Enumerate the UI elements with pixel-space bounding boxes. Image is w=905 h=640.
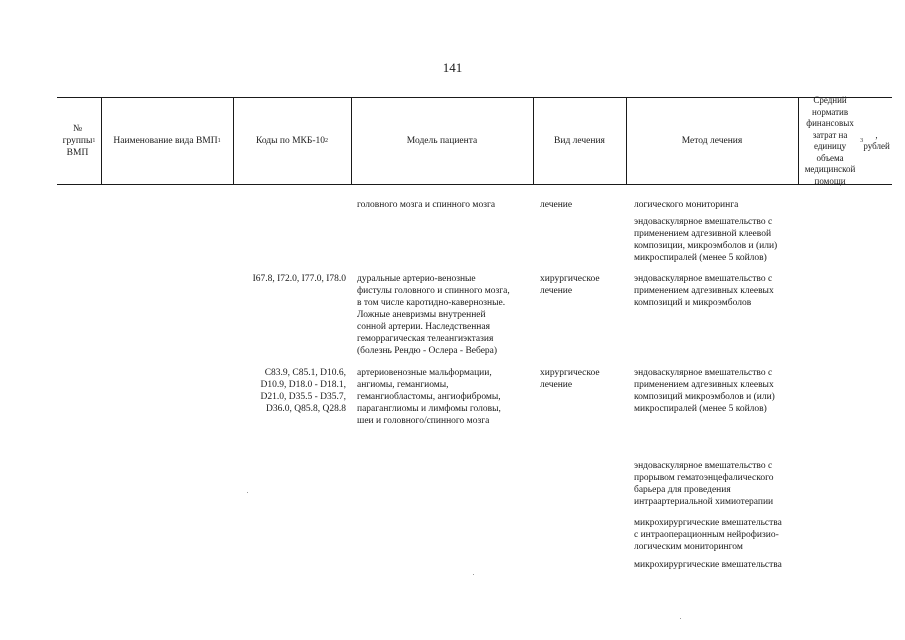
scan-speck (473, 574, 474, 575)
scan-speck (680, 618, 681, 619)
patient-model-cell: дуральные артерио-венозные фистулы головного и спинного мозга, в том числе каротидно-кавернозные. Ложные аневризмы внутренней сонной артерии. Наследственная геморрагическая телеангиэктазия (болезнь Рендю - Ослера - Вебера) (357, 274, 510, 356)
header-cost-norm: Средний норматив финансовых затрат на единицу объема медицинской помощи 3 , рублей (804, 95, 890, 186)
page-number: 141 (442, 60, 463, 75)
treatment-type-cell: хирургическое лечение (540, 368, 600, 390)
header-group-number: № группы ВМП 1 (62, 124, 96, 158)
patient-model-cell: головного мозга и спинного мозга (357, 200, 496, 210)
scan-speck (247, 492, 248, 493)
header-treatment-type: Вид лечения (554, 136, 605, 146)
treatment-type-cell: лечение (540, 200, 573, 210)
treatment-method-cell: микрохирургические вмешательства (634, 560, 782, 570)
header-icd-codes: Коды по МКБ-10 2 (255, 136, 329, 146)
treatment-method-cell: логического мониторинга (634, 200, 739, 210)
header-treatment-method: Метод лечения (681, 136, 743, 146)
treatment-method-cell: эндоваскулярное вмешательство с применением адгезивной клеевой композиции, микроэмболов и (или) микроспиралей (менее 5 койлов) (634, 217, 778, 263)
header-vmp-name: Наименование вида ВМП 1 (113, 136, 221, 146)
treatment-type-cell: хирургическое лечение (540, 274, 600, 296)
icd-codes-cell: I67.8, I72.0, I77.0, I78.0 (252, 274, 346, 284)
treatment-method-cell: эндоваскулярное вмешательство с применением адгезивных клеевых композиций и микроэмболов (634, 274, 774, 308)
header-patient-model: Модель пациента (406, 136, 478, 146)
treatment-method-cell: эндоваскулярное вмешательство с применением адгезивных клеевых композиций микроэмболов и (или) микроспиралей (менее 5 койлов) (634, 368, 775, 414)
icd-codes-cell: C83.9, C85.1, D10.6, D10.9, D18.0 - D18.1, D21.0, D35.5 - D35.7, D36.0, Q85.8, Q28.8 (260, 368, 346, 414)
patient-model-cell: артериовенозные мальформации, ангиомы, гемангиомы, гемангиобластомы, ангиофибромы, параганглиомы и лимфомы головы, шеи и головного/спинного мозга (357, 368, 501, 426)
treatment-method-cell: микрохирургические вмешательства с интраоперационным нейрофизио- логическим мониторингом (634, 518, 782, 552)
treatment-method-cell: эндоваскулярное вмешательство с прорывом гематоэнцефалического барьера для проведения интраартериальной химиотерапии (634, 461, 774, 507)
